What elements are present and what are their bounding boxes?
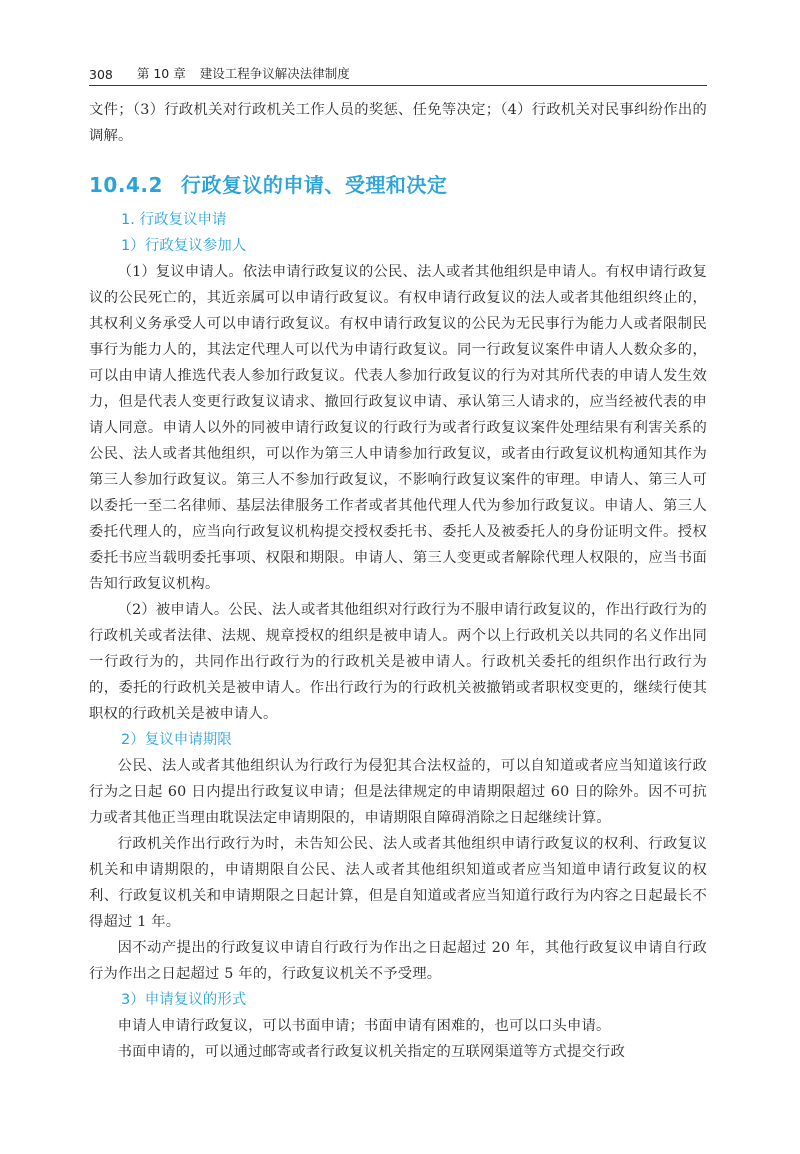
page-body xyxy=(89,97,707,1065)
part3-paragraph-1: 申请人申请行政复议，可以书面申请；书面申请有困难的，也可以口头申请。 xyxy=(117,1018,611,1034)
section-number: 10.4.2 xyxy=(89,173,163,197)
part2-paragraph-2: 行政机关作出行政行为时，未告知公民、法人或者其他组织申请行政复议的权利、行政复议机关和申请期限的，申请期限自公民、法人或者其他组织知道或者应当知道申请行政复议的权利、行政复议机关和申请期限之日起计算，但是自知道或者应当知道行政行为内容之日起最长不得超过 1 年。 xyxy=(89,836,707,930)
section-heading xyxy=(89,165,707,205)
running-header xyxy=(89,64,707,86)
subsection-heading: 1. 行政复议申请 xyxy=(121,212,227,228)
part2-paragraph-1: 公民、法人或者其他组织认为行政行为侵犯其合法权益的，可以自知道或者应当知道该行政行为之日起 60 日内提出行政复议申请；但是法律规定的申请期限超过 60 日的除外。因不可抗力或者其他正当理由耽误法定申请期限的，申请期限自障碍消除之日起继续计算。 xyxy=(89,758,707,826)
part1-paragraph-2: （2）被申请人。公民、法人或者其他组织对行政行为不服申请行政复议的，作出行政行为的行政机关或者法律、法规、规章授权的组织是被申请人。两个以上行政机关以共同的名义作出同一行政行为的，共同作出行政行为的行政机关是被申请人。行政机关委托的组织作出行政行为的，委托的行政机关是被申请人。作出行政行为的行政机关被撤销或者职权变更的，继续行使其职权的行政机关是被申请人。 xyxy=(89,602,707,722)
part1-heading: 1）行政复议参加人 xyxy=(121,238,247,254)
chapter-title: 建设工程争议解决法律制度 xyxy=(199,66,350,81)
part3-paragraph-2: 书面申请的，可以通过邮寄或者行政复议机关指定的互联网渠道等方式提交行政 xyxy=(117,1044,625,1060)
intro-paragraph: 文件；（3）行政机关对行政机关工作人员的奖惩、任免等决定；（4）行政机关对民事纠纷作出的调解。 xyxy=(89,102,707,144)
page-number: 308 xyxy=(89,67,113,82)
section-title: 行政复议的申请、受理和决定 xyxy=(180,173,448,197)
part2-paragraph-3: 因不动产提出的行政复议申请自行政行为作出之日起超过 20 年，其他行政复议申请自行政行为作出之日起超过 5 年的，行政复议机关不予受理。 xyxy=(89,940,707,982)
chapter-label: 第 10 章 xyxy=(136,66,186,81)
part2-heading: 2）复议申请期限 xyxy=(121,732,232,748)
part3-heading: 3）申请复议的形式 xyxy=(121,992,247,1008)
part1-paragraph-1: （1）复议申请人。依法申请行政复议的公民、法人或者其他组织是申请人。有权申请行政复议的公民死亡的，其近亲属可以申请行政复议。有权申请行政复议的法人或者其他组织终止的，其权利义务承受人可以申请行政复议。有权申请行政复议的公民为无民事行为能力人或者限制民事行为能力人的，其法定代理人可以代为申请行政复议。同一行政复议案件申请人人数众多的，可以由申请人推选代表人参加行政复议。代表人参加行政复议的行为对其所代表的申请人发生效力，但是代表人变更行政复议请求、撤回行政复议申请、承认第三人请求的，应当经被代表的申请人同意。申请人以外的同被申请行政复议的行政行为或者行政复议案件处理结果有利害关系的公民、法人或者其他组织，可以作为第三人申请参加行政复议，或者由行政复议机构通知其作为第三人参加行政复议。第三人不参加行政复议，不影响行政复议案件的审理。申请人、第三人可以委托一至二名律师、基层法律服务工作者或者其他代理人代为参加行政复议。申请人、第三人委托代理人的，应当向行政复议机构提交授权委托书、委托人及被委托人的身份证明文件。授权委托书应当载明委托事项、权限和期限。申请人、第三人变更或者解除代理人权限的，应当书面告知行政复议机构。 xyxy=(89,264,707,592)
